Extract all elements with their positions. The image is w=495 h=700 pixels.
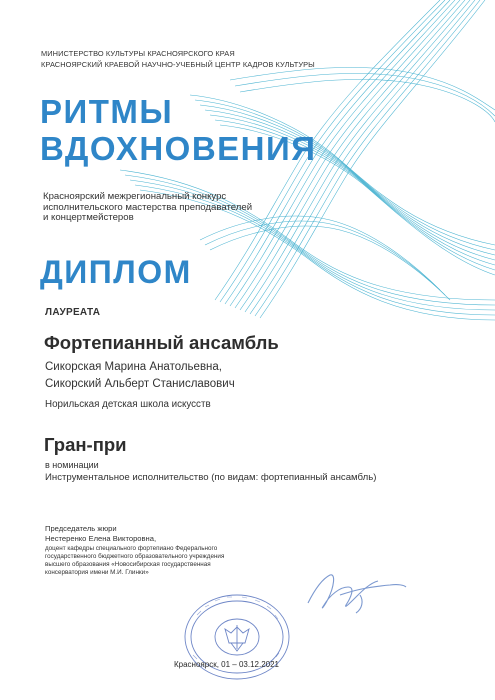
awardee-name-2: Сикорский Альберт Станиславович [45, 378, 235, 390]
nomination-label: в номинации [45, 460, 99, 470]
nomination-text: Инструментальное исполнительство (по видам: фортепианный ансамбль) [45, 472, 377, 483]
diploma-title: ДИПЛОМ [40, 254, 192, 290]
center-name: КРАСНОЯРСКИЙ КРАЕВОЙ НАУЧНО-УЧЕБНЫЙ ЦЕНТР КАДРОВ КУЛЬТУРЫ [41, 60, 315, 69]
jury-label: Председатель жюри [45, 524, 117, 533]
awardee-names [45, 359, 235, 393]
seal-icon [175, 585, 295, 685]
contest-description [43, 192, 303, 224]
award-category: Фортепианный ансамбль [44, 332, 279, 353]
jury-position-line2: государственного бюджетного образовательного учреждения [45, 553, 225, 561]
school-name: Норильская детская школа искусств [45, 399, 211, 410]
jury-position-line4: консерватория имени М.И. Глинки» [45, 569, 149, 577]
awardee-name-1: Сикорская Марина Анатольевна, [45, 361, 222, 373]
prize-title: Гран-при [44, 434, 127, 455]
laureate-label: ЛАУРЕАТА [45, 307, 101, 318]
jury-chair-position [45, 545, 224, 577]
jury-chair-name: Нестеренко Елена Викторовна, [45, 534, 157, 543]
contest-line1: Красноярский межрегиональный конкурс [43, 191, 227, 202]
jury-position-line1: доцент кафедры специального фортепиано Федерального [45, 545, 218, 552]
contest-title-line1: РИТМЫ [40, 93, 174, 130]
signature-icon [300, 565, 410, 620]
contest-line2: исполнительского мастерства преподавателей [43, 201, 253, 213]
jury-position-line3: высшего образования «Новосибирская государственная [45, 561, 211, 569]
contest-title-line2: ВДОХНОВЕНИЯ [40, 130, 317, 167]
contest-line3: и концертмейстеров [43, 212, 134, 223]
place-and-date: Красноярск, 01 – 03.12.2021 [174, 660, 279, 669]
ministry-name: МИНИСТЕРСТВО КУЛЬТУРЫ КРАСНОЯРСКОГО КРАЯ [41, 49, 235, 58]
